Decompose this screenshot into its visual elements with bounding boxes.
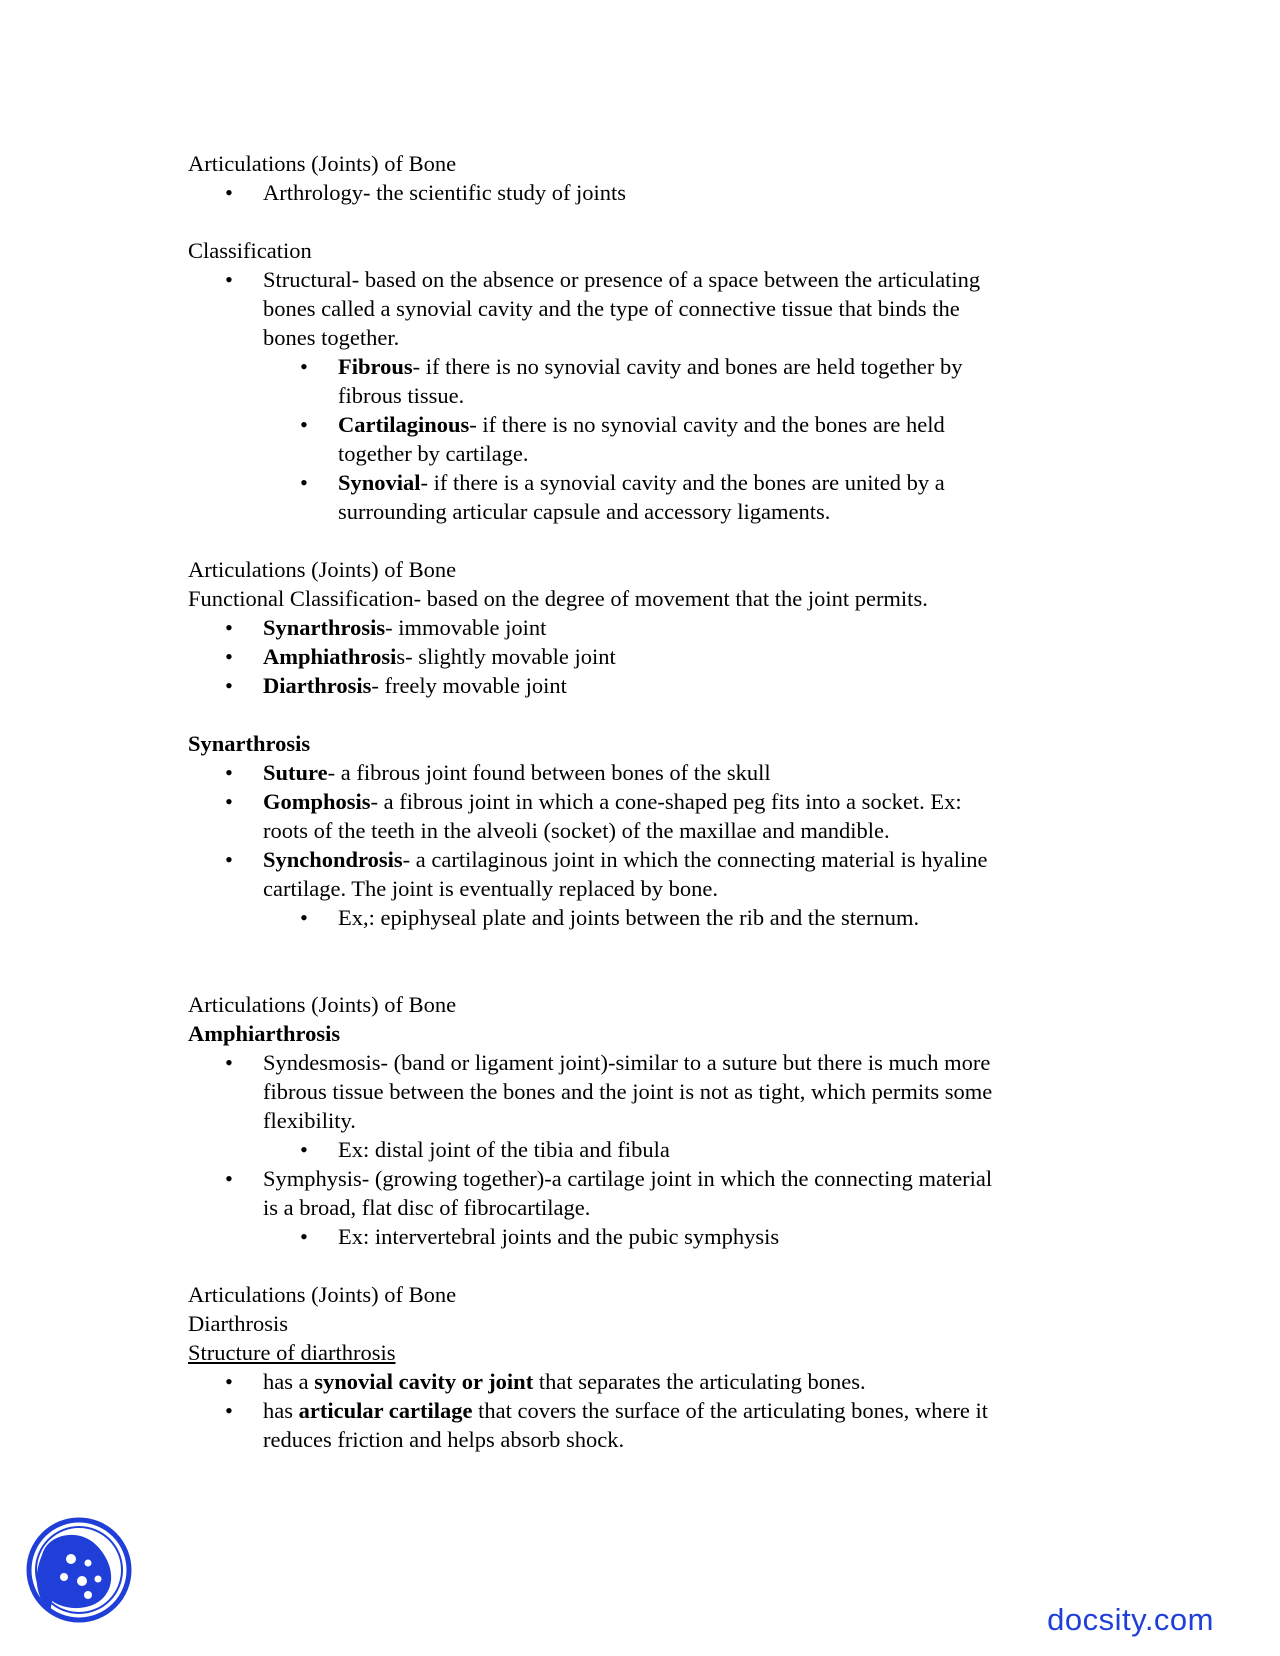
definition: - if there is no synovial cavity and bones are held together by: [412, 354, 963, 379]
definition: - immovable joint: [385, 615, 547, 640]
section-title: Classification: [188, 238, 312, 263]
text-line: reduces friction and helps absorb shock.: [263, 1427, 625, 1452]
term: Cartilaginous: [338, 412, 470, 437]
list-item-example: • Ex: intervertebral joints and the pubic symphysis: [188, 1222, 1088, 1251]
list-item: [188, 1048, 1088, 1135]
term: articular cartilage: [298, 1398, 473, 1423]
list-item-fibrous: [188, 352, 1088, 410]
definition: - freely movable joint: [371, 673, 567, 698]
term: Synarthrosis: [263, 615, 386, 640]
text-line: is a broad, flat disc of fibrocartilage.: [263, 1195, 591, 1220]
list-item-synovial: [188, 468, 1088, 526]
text-line: roots of the teeth in the alveoli (socket) of the maxillae and mandible.: [263, 818, 890, 843]
list-item: [188, 1367, 1088, 1396]
docsity-logo-icon: [26, 1515, 132, 1625]
text-line: • Syndesmosis- (band or ligament joint)-similar to a suture but there is much more: [263, 1050, 991, 1075]
term: Diarthrosis: [263, 673, 372, 698]
list-item: [188, 642, 1088, 671]
section-title: Articulations (Joints) of Bone: [188, 151, 457, 176]
term: Synchondrosis: [263, 847, 403, 872]
term: Synovial: [338, 470, 421, 495]
text-line: surrounding articular capsule and accessory ligaments.: [338, 499, 831, 524]
text-run: has a: [263, 1369, 315, 1394]
text-line: fibrous tissue.: [338, 383, 465, 408]
text-line: • Symphysis- (growing together)-a cartilage joint in which the connecting material: [263, 1166, 993, 1191]
text-line: bones called a synovial cavity and the type of connective tissue that binds the: [263, 296, 960, 321]
list-item-example: • Ex: distal joint of the tibia and fibula: [188, 1135, 1088, 1164]
text-line: fibrous tissue between the bones and the joint is not as tight, which permits some: [263, 1079, 993, 1104]
list-item: [188, 1396, 1088, 1454]
text-line: together by cartilage.: [338, 441, 529, 466]
definition: - if there is no synovial cavity and the bones are held: [469, 412, 945, 437]
list-item: [188, 787, 1088, 845]
text-line: • Structural- based on the absence or presence of a space between the articulating: [263, 267, 981, 292]
term: Suture: [263, 760, 328, 785]
section-title: Articulations (Joints) of Bone: [188, 1282, 457, 1307]
list-item: [188, 845, 1088, 903]
text-line: flexibility.: [263, 1108, 356, 1133]
definition: - a fibrous joint found between bones of the skull: [327, 760, 771, 785]
section-title: Synarthrosis: [188, 731, 311, 756]
text-run: that separates the articulating bones.: [533, 1369, 866, 1394]
section-subtitle: Amphiarthrosis: [188, 1021, 341, 1046]
section-title: Articulations (Joints) of Bone: [188, 992, 457, 1017]
section-title: Articulations (Joints) of Bone: [188, 557, 457, 582]
text-line: bones together.: [263, 325, 400, 350]
section-subtitle: Diarthrosis: [188, 1311, 288, 1336]
definition: - a fibrous joint in which a cone-shaped peg fits into a socket. Ex:: [370, 789, 962, 814]
definition: s- slightly movable joint: [396, 644, 616, 669]
text-run: has: [263, 1398, 299, 1423]
document-body: [188, 149, 1088, 1454]
docsity-watermark[interactable]: docsity.com: [1047, 1602, 1214, 1637]
text-run: that covers the surface of the articulating bones, where it: [472, 1398, 988, 1423]
term: synovial cavity or joint: [314, 1369, 534, 1394]
list-item: [188, 613, 1088, 642]
list-item-cartilaginous: [188, 410, 1088, 468]
definition: - a cartilaginous joint in which the connecting material is hyaline: [402, 847, 988, 872]
list-item-structural: [188, 265, 1088, 352]
list-item: [188, 758, 1088, 787]
section-heading: Structure of diarthrosis: [188, 1340, 396, 1365]
list-item: • Arthrology- the scientific study of joints: [188, 178, 1088, 207]
term: Amphiathrosi: [263, 644, 397, 669]
term: Gomphosis: [263, 789, 371, 814]
term: Fibrous: [338, 354, 413, 379]
definition: - if there is a synovial cavity and the bones are united by a: [420, 470, 945, 495]
section-intro: Functional Classification- based on the degree of movement that the joint permits.: [188, 586, 928, 611]
list-item-example: • Ex,: epiphyseal plate and joints between the rib and the sternum.: [188, 903, 1088, 932]
list-item: [188, 1164, 1088, 1222]
list-item: [188, 671, 1088, 700]
text-line: cartilage. The joint is eventually replaced by bone.: [263, 876, 719, 901]
